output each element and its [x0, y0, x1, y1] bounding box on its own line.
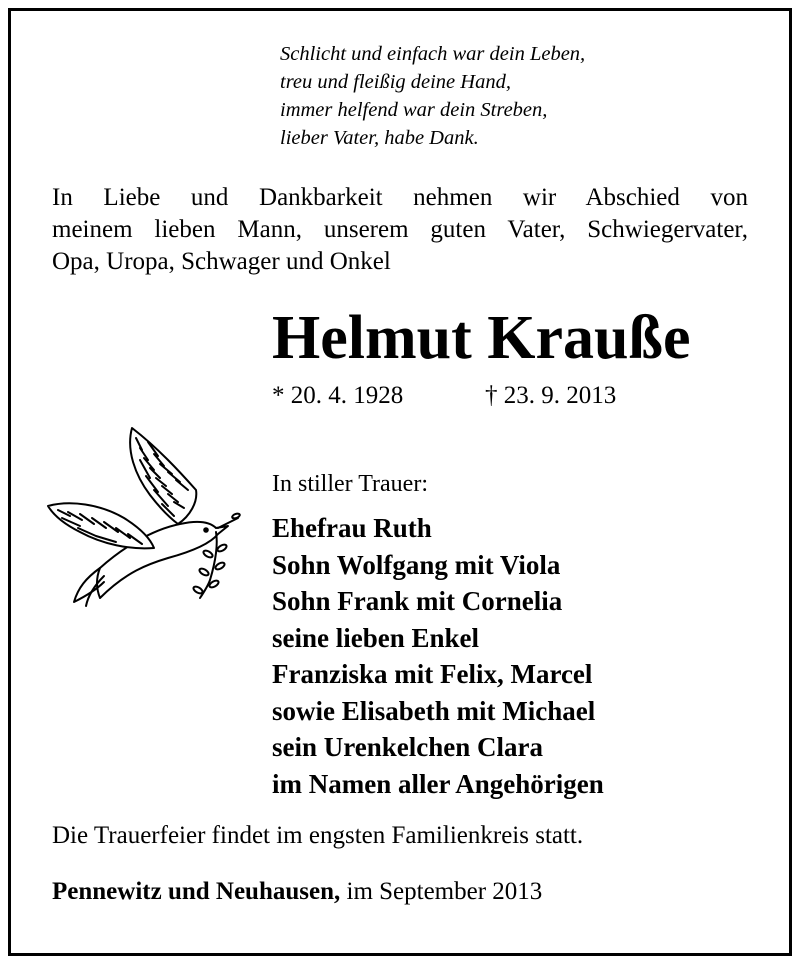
- mourner-line: sein Urenkelchen Clara: [272, 732, 543, 762]
- mourner-line: Sohn Wolfgang mit Viola: [272, 549, 561, 580]
- intro-line: In Liebe und Dankbarkeit nehmen wir Abschied von: [52, 184, 748, 211]
- intro-text: [52, 182, 748, 278]
- poem-line: lieber Vater, habe Dank.: [280, 127, 479, 149]
- mourner-line: seine lieben Enkel: [272, 622, 480, 653]
- dove-with-olive-branch-icon: [40, 420, 250, 610]
- place-names: Pennewitz und Neuhausen,: [52, 878, 341, 905]
- poem-line: Schlicht und einfach war dein Leben,: [280, 43, 586, 65]
- mourner-line: Ehefrau Ruth: [272, 513, 432, 543]
- mourning-label: In stiller Trauer:: [272, 471, 428, 497]
- mourner-line: Sohn Frank mit Cornelia: [272, 586, 563, 616]
- birth-date: * 20. 4. 1928: [272, 382, 404, 409]
- poem-line: treu und fleißig deine Hand,: [280, 71, 511, 93]
- notice-date: im September 2013: [340, 878, 543, 905]
- poem: [280, 40, 585, 152]
- funeral-note: Die Trauerfeier findet im engsten Familienkreis statt.: [52, 822, 584, 849]
- deceased-name: Helmut Krauße: [272, 304, 691, 372]
- place-and-date: [52, 876, 542, 908]
- mourner-line: sowie Elisabeth mit Michael: [272, 695, 596, 726]
- death-date: † 23. 9. 2013: [485, 382, 617, 409]
- intro-line: Opa, Uropa, Schwager und Onkel: [52, 248, 391, 275]
- poem-line: immer helfend war dein Streben,: [280, 99, 548, 121]
- mourner-line: Franziska mit Felix, Marcel: [272, 659, 593, 689]
- intro-line: meinem lieben Mann, unserem guten Vater, Schwiegervater,: [52, 216, 748, 243]
- mourner-line: im Namen aller Angehörigen: [272, 768, 604, 799]
- mourners-list: [272, 510, 604, 802]
